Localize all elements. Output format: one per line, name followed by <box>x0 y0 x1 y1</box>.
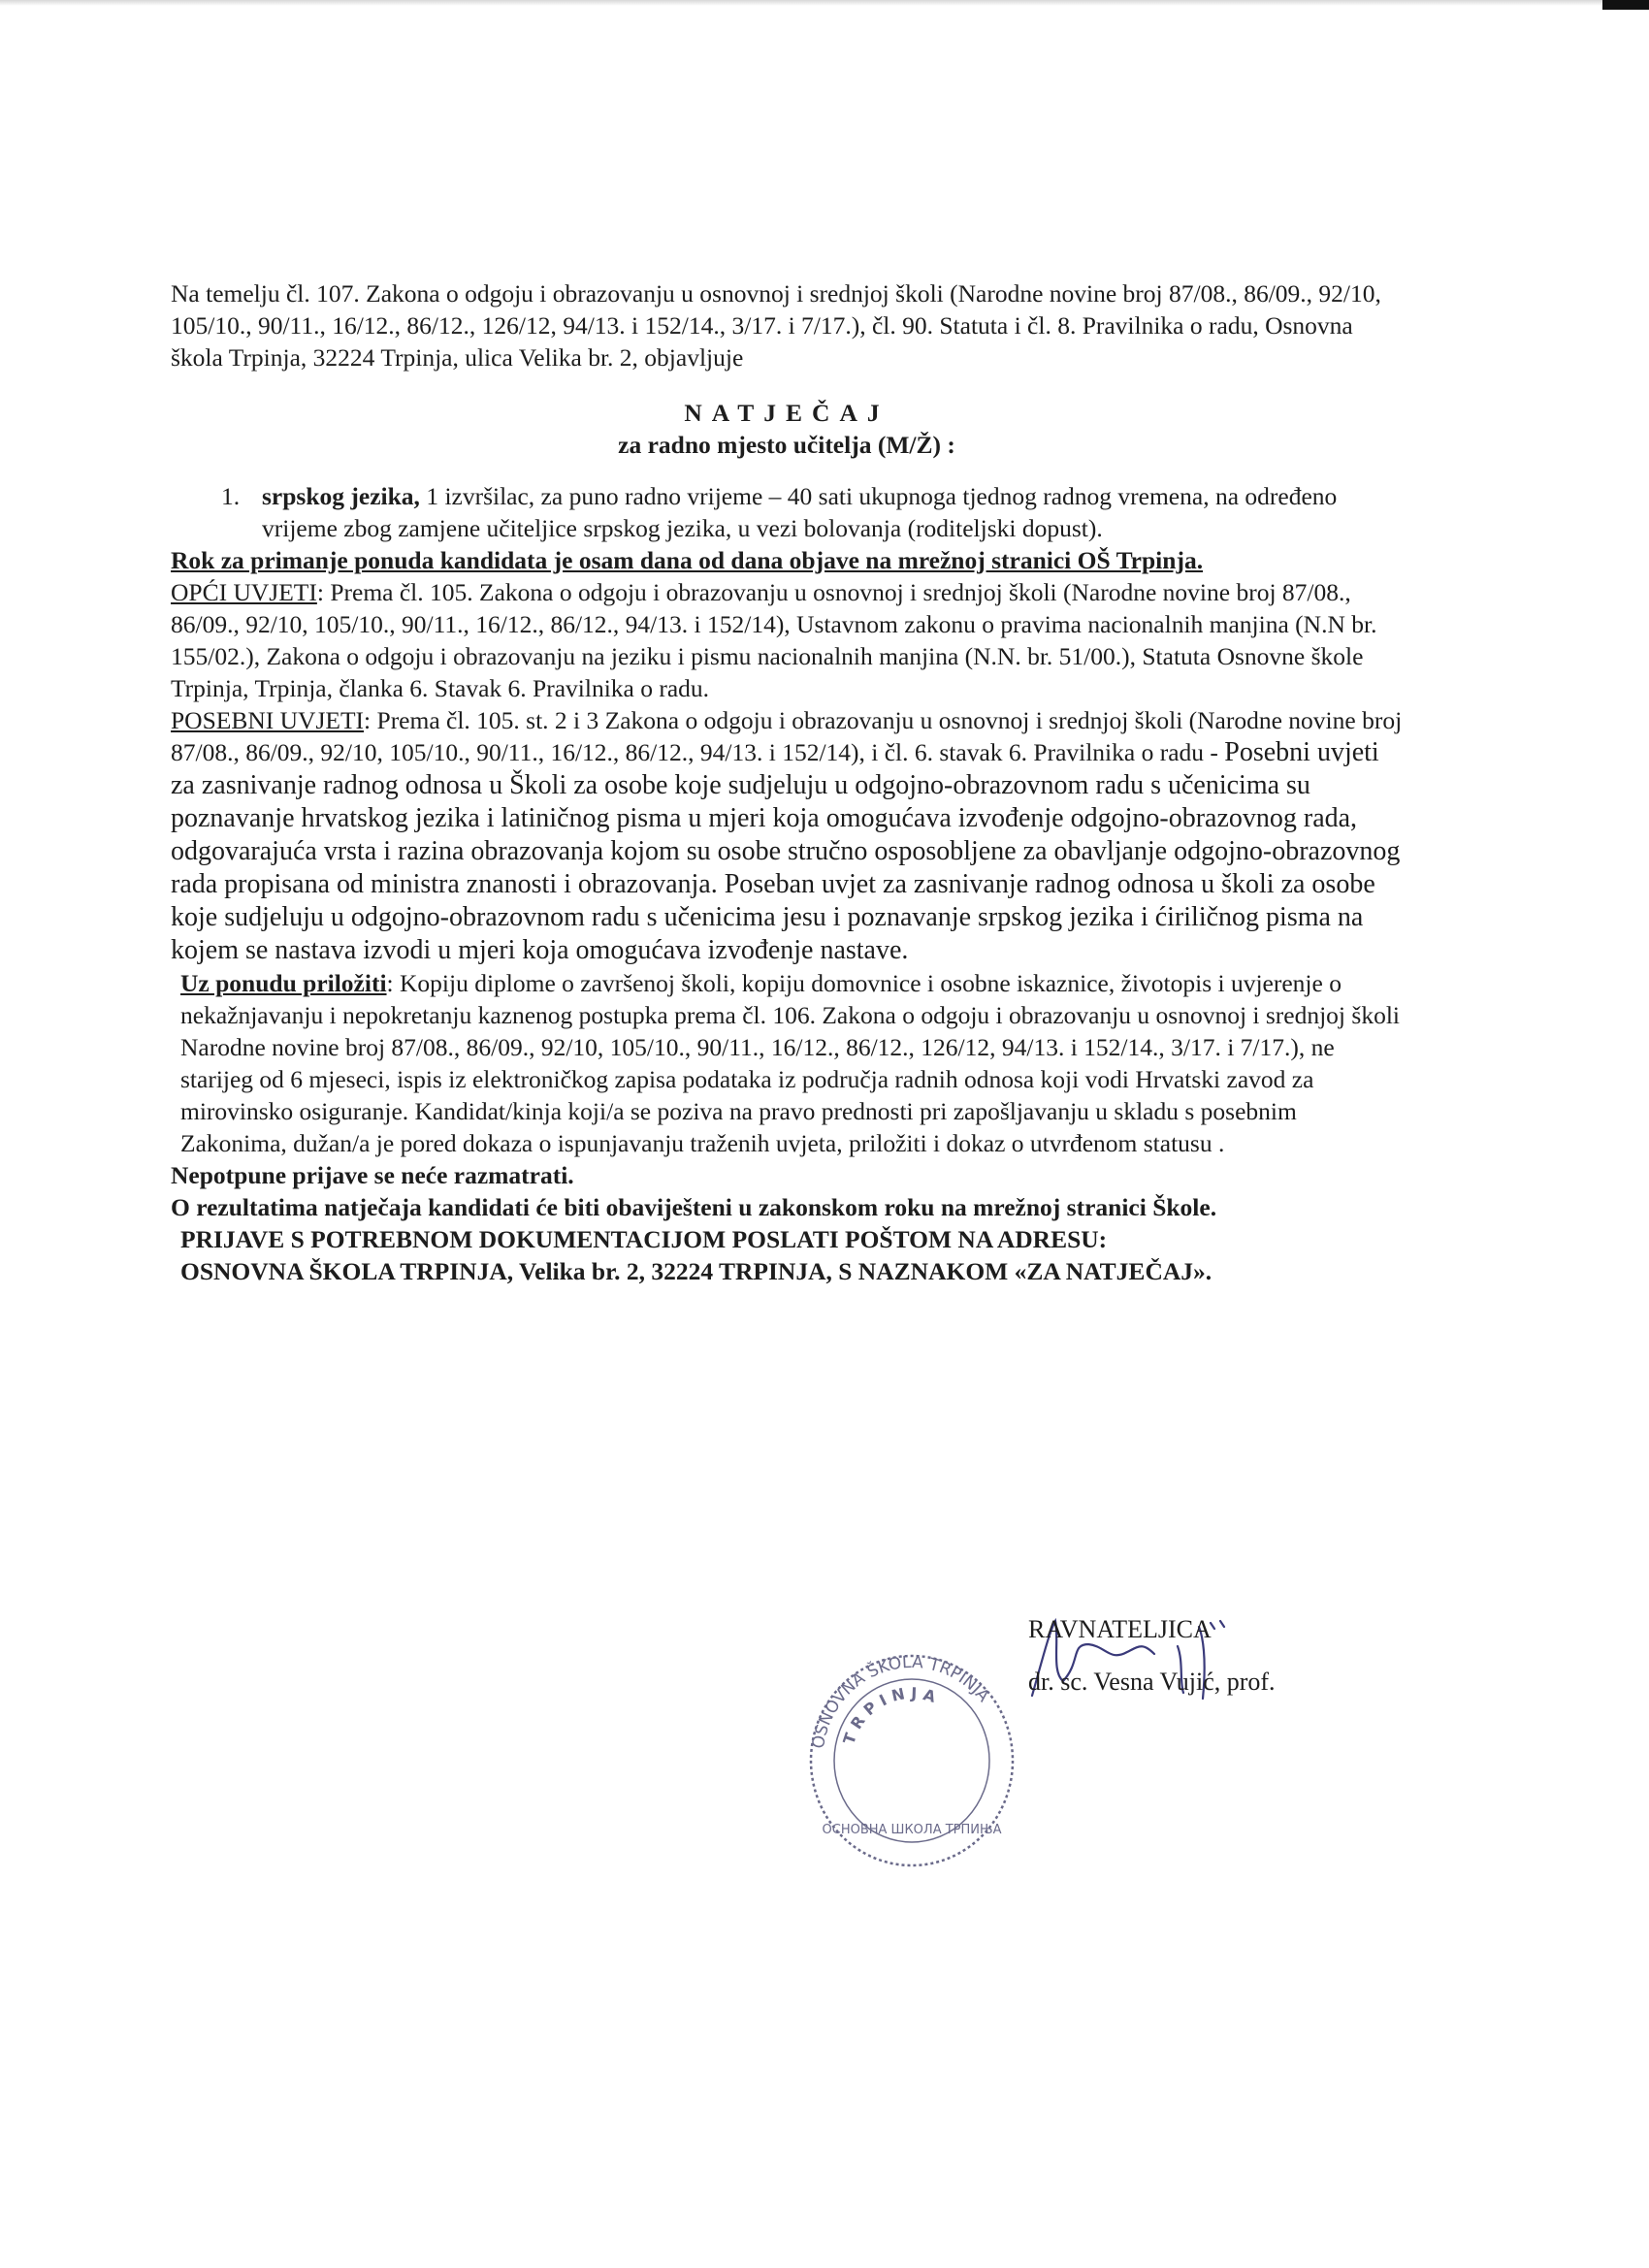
stamp-inner-text: T R P I N J A <box>839 1683 938 1747</box>
special-conditions-label: POSEBNI UVJETI <box>171 706 365 734</box>
position-text <box>262 480 1403 544</box>
document-title: NATJEČAJ <box>684 399 889 427</box>
intro-paragraph: Na temelju čl. 107. Zakona o odgoju i obrazovanju u osnovnoj i srednjoj školi (Narodne novine broj 87/08., 86/09., 92/10, 105/10., 90/11., 16/12., 86/12., 126/12, 94/13. i 152/14., 3/17. i 7/17.), čl. 90. Statuta i čl. 8. Pravilnika o radu, Osnovna škola Trpinja, 32224 Trpinja, ulica Velika br. 2, objavljuje <box>171 279 1381 372</box>
position-number: 1. <box>221 482 241 510</box>
position-item <box>221 480 1403 544</box>
scan-edge <box>0 0 1649 6</box>
stamp-lower-text: ОСНОВНА ШКОЛА ТРПИЊА <box>822 1823 1002 1837</box>
signature-name: dr. sc. Vesna Vujić, prof. <box>1028 1668 1276 1696</box>
school-stamp <box>805 1649 1018 1872</box>
heading <box>171 397 1403 461</box>
stamp-outer-text: OSNOVNA ŠKOLA TRPINJA <box>808 1652 993 1751</box>
position-details: 1 izvršilac, za puno radno vrijeme – 40 sati ukupnoga tjednog radnog vremena, na određeno vrijeme zbog zamjene učiteljice srpskog jezika, u vezi bolovanja (roditeljski dopust). <box>262 482 1338 542</box>
document-body <box>171 277 1403 1287</box>
results-notice: O rezultatima natječaja kandidati će biti obaviješteni u zakonskom roku na mrežnoj stranici Škole. <box>171 1193 1217 1221</box>
special-conditions <box>171 704 1403 967</box>
signature-role: RAVNATELJICA <box>1028 1615 1212 1643</box>
incomplete-notice: Nepotpune prijave se neće razmatrati. <box>171 1161 574 1189</box>
special-conditions-detail: Posebni uvjeti za zasnivanje radnog odnosa u Školi za osobe koje sudjeluju u odgojno-obrazovnom radu s učenicima su poznavanje hrvatskog jezika i latiničnog pisma u mjeri koja omogućava izvođenje odgojno-obrazovnog rada, odgovarajuća vrsta i razina obrazovanja kojom su osobe stručno osposobljene za obavljanje odgojno-obrazovnog rada propisana od ministra znanosti i obrazovanja. Poseban uvjet za zasnivanje radnog odnosa u školi za osobe koje sudjeluju u odgojno-obrazovnom radu s učenicima jesu i poznavanje srpskog jezika i ćiriličnog pisma na kojem se nastava izvodi u mjeri koja omogućava izvođenje nastave. <box>171 737 1401 965</box>
document-subtitle: za radno mjesto učitelja (M/Ž) : <box>618 431 955 459</box>
scan-mark <box>1602 0 1649 10</box>
general-conditions <box>171 576 1403 704</box>
special-conditions-text: : Prema čl. 105. st. 2 i 3 Zakona o odgoju i obrazovanju u osnovnoj i srednjoj školi (Narodne novine broj 87/08., 86/09., 92/10, 105/10., 90/11., 16/12., 86/12., 94/13. i 152/14), i čl. 6. stavak 6. Pravilnika o radu - <box>171 706 1403 766</box>
position-name: srpskog jezika, <box>262 482 420 510</box>
deadline-notice: Rok za primanje ponuda kandidata je osam dana od dana objave na mrežnoj stranici OŠ Trpinja. <box>171 546 1204 574</box>
submission-instructions: PRIJAVE S POTREBNOM DOKUMENTACIJOM POSLATI POŠTOM NA ADRESU: OSNOVNA ŠKOLA TRPINJA, Velika br. 2, 32224 TRPINJA, S NAZNAKOM «ZA NATJEČAJ». <box>180 1225 1212 1285</box>
general-conditions-text: : Prema čl. 105. Zakona o odgoju i obrazovanju u osnovnoj i srednjoj školi (Narodne novine broj 87/08., 86/09., 92/10, 105/10., 90/11., 16/12., 86/12., 94/13. i 152/14), Ustavnom zakonu o pravima nacionalnih manjina (N.N br. 155/02.), Zakona o odgoju i obrazovanju na jeziku i pismu nacionalnih manjina (N.N. br. 51/00.), Statuta Osnovne škole Trpinja, Trpinja, članka 6. Stavak 6. Pravilnika o radu. <box>171 578 1377 702</box>
attachments-label: Uz ponudu priložiti <box>180 969 387 997</box>
attachments-text: : Kopiju diplome o završenoj školi, kopiju domovnice i osobne iskaznice, životopis i uvjerenje o nekažnjavanju i nepokretanju kaznenog postupka prema čl. 106. Zakona o odgoju i obrazovanju u osnovnoj i srednjoj školi Narodne novine broj 87/08., 86/09., 92/10, 105/10., 90/11., 16/12., 86/12., 126/12, 94/13. i 152/14., 3/17. i 7/17.), ne starijeg od 6 mjeseci, ispis iz elektroničkog zapisa podataka iz područja radnih odnosa koji vodi Hrvatski zavod za mirovinsko osiguranje. Kandidat/kinja koji/a se poziva na pravo prednosti pri zapošljavanju u skladu s posebnim Zakonima, dužan/a je pored dokaza o ispunjavanju traženih uvjeta, priložiti i dokaz o utvrđenom statusu . <box>180 969 1400 1157</box>
attachments <box>180 967 1403 1159</box>
general-conditions-label: OPĆI UVJETI <box>171 578 317 606</box>
